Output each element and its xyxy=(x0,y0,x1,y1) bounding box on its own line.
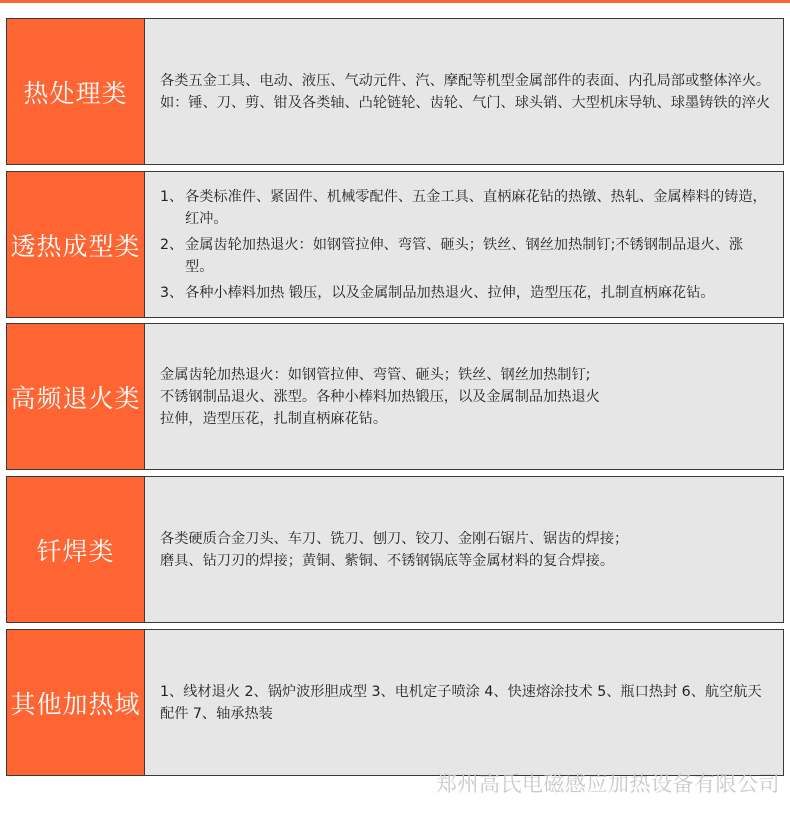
list-item-number: 2、 xyxy=(160,236,184,253)
top-accent-line xyxy=(0,0,790,3)
list-item-text: 各类标准件、紧固件、机械零配件、五金工具、直柄麻花钻的热镦、热轧、金属棒料的铸造，红冲。 xyxy=(185,188,767,227)
list-item-text: 金属齿轮加热退火：如钢管拉伸、弯管、砸头；铁丝、钢丝加热制钉;不锈钢制品退火、涨型。 xyxy=(185,236,744,275)
row-content xyxy=(145,19,783,164)
row-brazing xyxy=(6,476,784,623)
row-content xyxy=(145,172,783,317)
row-content xyxy=(145,477,783,622)
row-label: 热处理类 xyxy=(7,19,145,164)
list-item-text: 各种小棒料加热 锻压，以及金属制品加热退火、拉伸，造型压花，扎制直柄麻花钻。 xyxy=(185,284,715,301)
row-through-heating-forming xyxy=(6,171,784,318)
row-label: 透热成型类 xyxy=(7,172,145,317)
list-item xyxy=(160,186,771,230)
row-paragraph: 不锈钢制品退火、涨型。各种小棒料加热锻压，以及金属制品加热退火 xyxy=(160,388,600,405)
row-content xyxy=(145,630,783,775)
row-heat-treatment xyxy=(6,18,784,165)
row-label: 钎焊类 xyxy=(7,477,145,622)
row-other-heating xyxy=(6,629,784,776)
row-paragraph: 各类五金工具、电动、液压、气动元件、汽、摩配等机型金属部件的表面、内孔局部或整体淬火。如：锤、刀、剪、钳及各类轴、凸轮链轮、齿轮、气门、球头销、大型机床导轨、球墨铸铁的淬火 xyxy=(160,72,771,111)
list-item-number: 1、 xyxy=(160,188,184,205)
row-paragraph: 1、线材退火 2、锅炉波形胆成型 3、电机定子喷涂 4、快速熔涂技术 5、瓶口热封 6、航空航天配件 7、轴承热装 xyxy=(160,683,762,722)
row-label: 高频退火类 xyxy=(7,324,145,469)
row-paragraph: 金属齿轮加热退火：如钢管拉伸、弯管、砸头；铁丝、钢丝加热制钉; xyxy=(160,366,591,383)
row-paragraph: 拉伸，造型压花，扎制直柄麻花钻。 xyxy=(160,410,388,427)
list-item xyxy=(160,234,771,278)
row-paragraph: 磨具、钻刀刃的焊接；黄铜、紫铜、不锈钢锅底等金属材料的复合焊接。 xyxy=(160,552,615,569)
list-item xyxy=(160,282,771,304)
row-paragraph: 各类硬质合金刀头、车刀、铣刀、刨刀、铰刀、金刚石锯片、锯齿的焊接； xyxy=(160,530,629,547)
row-high-frequency-annealing xyxy=(6,323,784,470)
list-item-number: 3、 xyxy=(160,284,184,301)
row-content xyxy=(145,324,783,469)
row-label: 其他加热域 xyxy=(7,630,145,775)
company-watermark: 郑州高氏电磁感应加热设备有限公司 xyxy=(436,772,780,796)
